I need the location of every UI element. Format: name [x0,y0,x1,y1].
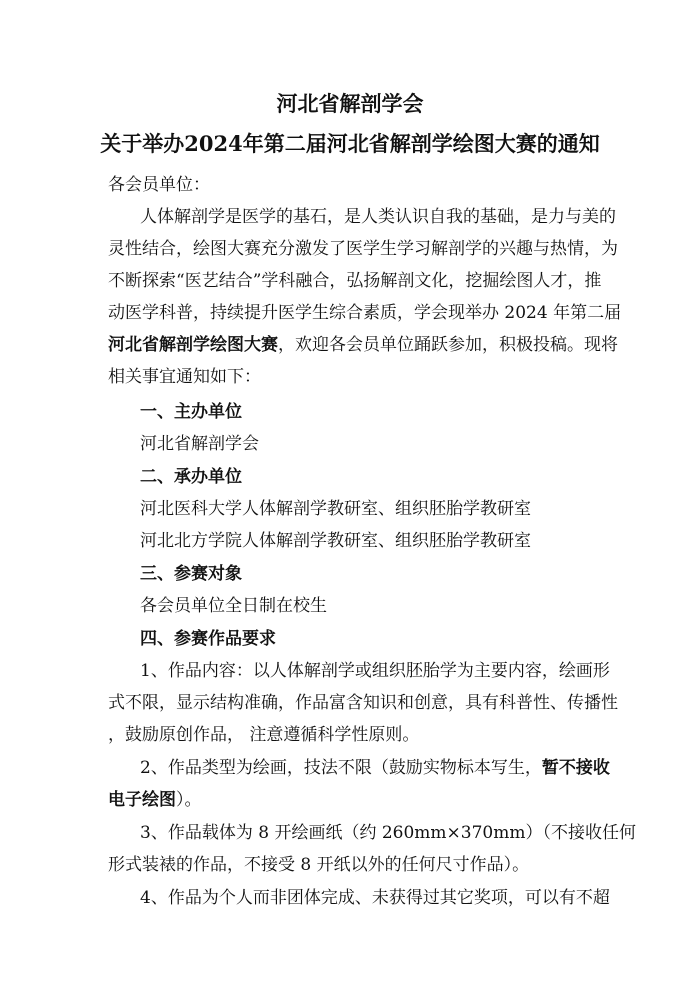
section-body: 河北医科大学人体解剖学教研室、组织胚胎学教研室 [140,499,531,519]
requirement-line: 式不限，显示结构准确，作品富含知识和创意，具有科普性、传播性 [108,693,618,713]
contest-name-bold: 河北省解剖学绘图大赛 [108,335,278,355]
org-title: 河北省解剖学会 [276,91,424,116]
requirement-text: ）。 [176,790,202,810]
intro-line-rest: ，欢迎各会员单位踊跃参加，积极投稿。现将 [278,335,618,355]
requirement-bold: 暂不接收 [541,758,610,778]
salutation: 各会员单位： [108,175,210,195]
intro-line: 灵性结合，绘图大赛充分激发了医学生学习解剖学的兴趣与热情，为 [108,239,618,259]
intro-line: 相关事宜通知如下： [108,367,261,387]
section-body: 河北北方学院人体解剖学教研室、组织胚胎学教研室 [140,531,531,551]
requirement-line: 形式装裱的作品，不接受 8 开纸以外的任何尺寸作品）。 [108,855,530,875]
section-heading: 四、参赛作品要求 [140,629,276,649]
requirement-bold: 电子绘图 [108,790,176,810]
requirement-line [108,788,202,812]
intro-line [108,333,618,357]
requirement-line: 4、作品为个人而非团体完成、未获得过其它奖项，可以有不超 [140,888,610,908]
section-body: 河北省解剖学会 [140,434,259,454]
requirement-line: 3、作品载体为 8 开绘画纸（约 260mm×370mm）（不接收任何 [140,823,636,843]
intro-line: 人体解剖学是医学的基石，是人类认识自我的基础，是力与美的 [140,207,616,227]
requirement-line [140,756,610,780]
intro-line: 不断探索“医艺结合”学科融合，弘扬解剖文化，挖掘绘图人才，推 [108,271,602,291]
section-body: 各会员单位全日制在校生 [140,596,327,616]
section-heading: 一、主办单位 [140,402,242,422]
requirement-line: 1、作品内容：以人体解剖学或组织胚胎学为主要内容，绘画形 [140,661,610,681]
section-heading: 三、参赛对象 [140,564,242,584]
requirement-text: 2、作品类型为绘画，技法不限（鼓励实物标本写生， [140,758,542,778]
intro-line: 动医学科普，持续提升医学生综合素质，学会现举办 2024 年第二届 [108,303,622,323]
section-heading: 二、承办单位 [140,467,242,487]
notice-title: 关于举办2024年第二届河北省解剖学绘图大赛的通知 [100,131,600,156]
requirement-line: ，鼓励原创作品， 注意遵循科学性原则。 [108,725,420,745]
